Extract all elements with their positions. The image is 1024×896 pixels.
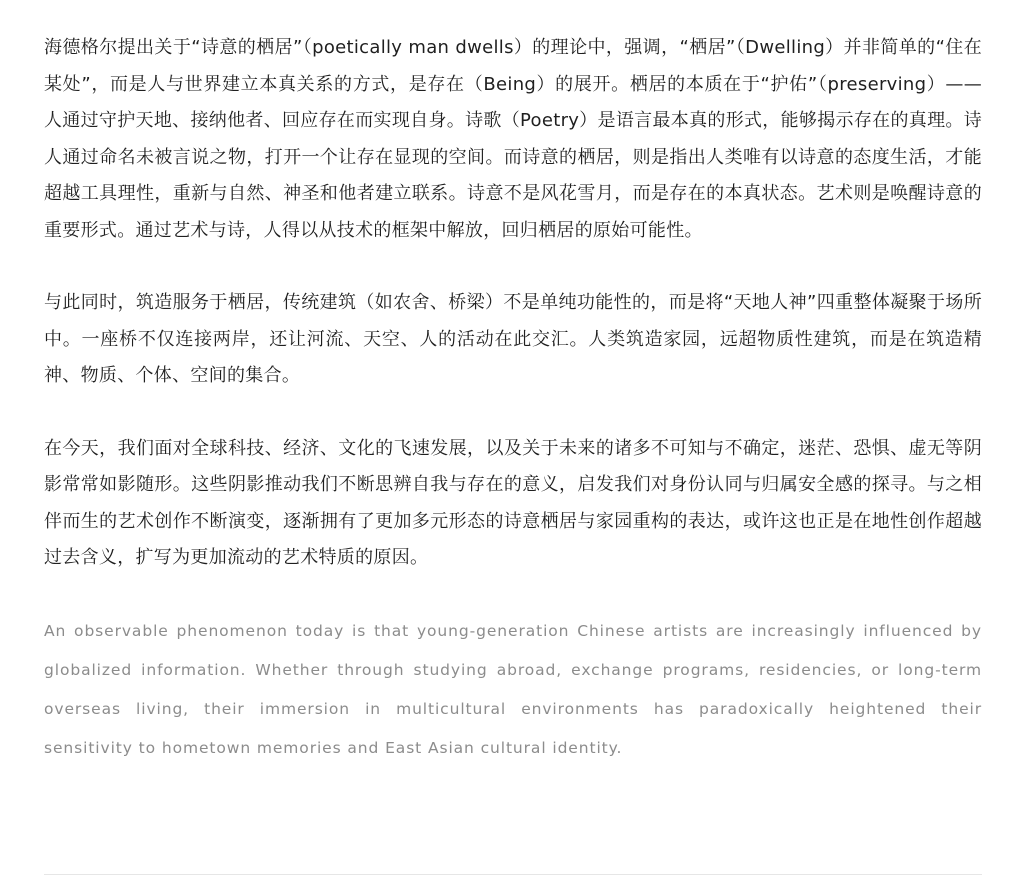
paragraph-today-context: 在今天，我们面对全球科技、经济、文化的飞速发展，以及关于未来的诸多不可知与不确定，迷茫、恐惧、虚无等阴影常常如影随形。这些阴影推动我们不断思辨自我与存在的意义，启发我们对身份认同与归属安全感的探寻。与之相伴而生的艺术创作不断演变，逐渐拥有了更加多元形态的诗意栖居与家园重构的表达，或许这也正是在地性创作超越过去含义，扩写为更加流动的艺术特质的原因。 <box>44 437 982 568</box>
section-divider <box>44 874 982 875</box>
paragraph-building-dwelling: 与此同时，筑造服务于栖居，传统建筑（如农舍、桥梁）不是单纯功能性的，而是将“天地人神”四重整体凝聚于场所中。一座桥不仅连接两岸，还让河流、天空、人的活动在此交汇。人类筑造家园，远超物质性建筑，而是在筑造精神、物质、个体、空间的集合。 <box>44 292 982 386</box>
paragraph-english-translation: An observable phenomenon today is that young-generation Chinese artists are increasingly influenced by globalized information. Whether through studying abroad, exchange programs, residencies, or long-term overseas living, their immersion in multicultural environments has paradoxically heightened their sensitivity to hometown memories and East Asian cultural identity. <box>44 621 982 757</box>
paragraph-heidegger-dwelling: 海德格尔提出关于“诗意的栖居”（poetically man dwells）的理论中，强调，“栖居”（Dwelling）并非简单的“住在某处”，而是人与世界建立本真关系的方式，是存在（Being）的展开。栖居的本质在于“护佑”（preserving）——人通过守护天地、接纳他者、回应存在而实现自身。诗歌（Poetry）是语言最本真的形式，能够揭示存在的真理。诗人通过命名未被言说之物，打开一个让存在显现的空间。而诗意的栖居，则是指出人类唯有以诗意的态度生活，才能超越工具理性，重新与自然、神圣和他者建立联系。诗意不是风花雪月，而是存在的本真状态。艺术则是唤醒诗意的重要形式。通过艺术与诗，人得以从技术的框架中解放，回归栖居的原始可能性。 <box>44 37 982 241</box>
article-body <box>44 30 982 768</box>
